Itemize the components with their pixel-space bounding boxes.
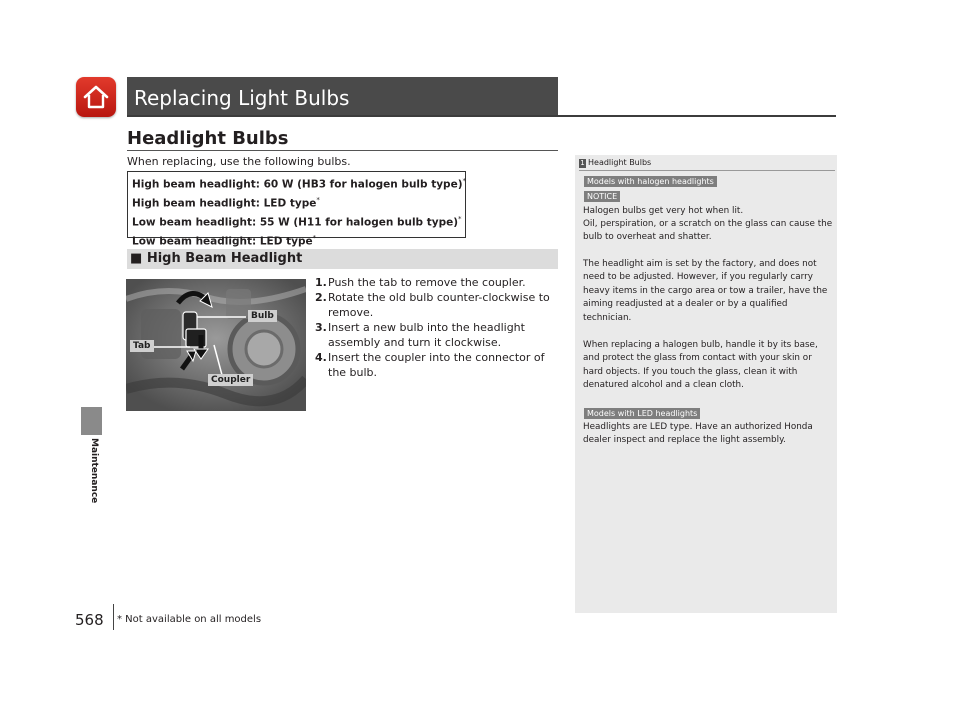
figure-label-coupler: Coupler xyxy=(208,374,253,386)
bulb-spec-line: High beam headlight: LED type* xyxy=(132,196,320,210)
bulb-spec-box xyxy=(127,171,466,248)
side-note-rule xyxy=(579,170,835,171)
note-paragraph: Headlights are LED type. Have an authorized Honda dealer inspect and replace the light assembly. xyxy=(583,422,813,446)
sidebar-label xyxy=(88,438,102,518)
figure-label-tab: Tab xyxy=(130,340,154,352)
note-paragraph: When replacing a halogen bulb, handle it by its base, and protect the glass from contact with your skin or hard objects. If you touch the glass, clean it with denatured alcohol and a clean cloth. xyxy=(583,340,818,391)
step-item: 2. Rotate the old bulb counter-clockwise to remove. xyxy=(315,291,550,319)
reference-mark: 1 xyxy=(580,159,585,167)
note-paragraph: Oil, perspiration, or a scratch on the glass can cause the bulb to overheat and shatter. xyxy=(583,219,833,243)
led-models-tag: Models with LED headlights xyxy=(584,408,700,419)
step-item: 1. Push the tab to remove the coupler. xyxy=(315,276,526,289)
side-note-heading: 1 Headlight Bulbs xyxy=(580,158,652,167)
note-paragraph: Halogen bulbs get very hot when lit. xyxy=(583,206,744,216)
page-title: Replacing Light Bulbs xyxy=(134,86,350,110)
section-rule xyxy=(127,150,558,151)
sidebar-tab-marker xyxy=(81,407,102,435)
subsection-bullet: ■ xyxy=(130,251,143,266)
home-button[interactable] xyxy=(76,77,116,117)
figure-label-bulb: Bulb xyxy=(248,310,277,322)
subsection-title-text: High Beam Headlight xyxy=(146,251,303,266)
step-item: 3. Insert a new bulb into the headlight assembly and turn it clockwise. xyxy=(315,321,525,349)
bulb-spec-line: Low beam headlight: LED type* xyxy=(132,234,317,248)
footnote-divider xyxy=(113,604,114,630)
note-paragraph: The headlight aim is set by the factory, and does not need to be adjusted. However, if you regularly carry heavy items in the cargo area or tow a trailer, have the aiming readjusted at a dealer or by a qualified technician. xyxy=(583,259,828,323)
footnote: * Not available on all models xyxy=(117,614,262,625)
page-number: 568 xyxy=(75,611,104,629)
bulb-spec-line: High beam headlight: 60 W (HB3 for halogen bulb type)* xyxy=(132,177,466,191)
notice-tag: NOTICE xyxy=(584,191,620,202)
header-rule xyxy=(127,115,836,117)
headlight-photo xyxy=(126,279,306,411)
halogen-models-tag: Models with halogen headlights xyxy=(584,176,717,187)
home-icon xyxy=(82,84,110,110)
sidebar-label-text: Maintenance xyxy=(89,438,99,504)
section-title: Headlight Bulbs xyxy=(127,128,289,149)
bulb-spec-line: Low beam headlight: 55 W (H11 for halogen bulb type)* xyxy=(132,215,462,229)
step-item: 4. Insert the coupler into the connector of the bulb. xyxy=(315,351,545,379)
intro-text: When replacing, use the following bulbs. xyxy=(127,155,351,168)
subsection-title xyxy=(130,251,302,266)
procedure-steps xyxy=(315,275,560,380)
